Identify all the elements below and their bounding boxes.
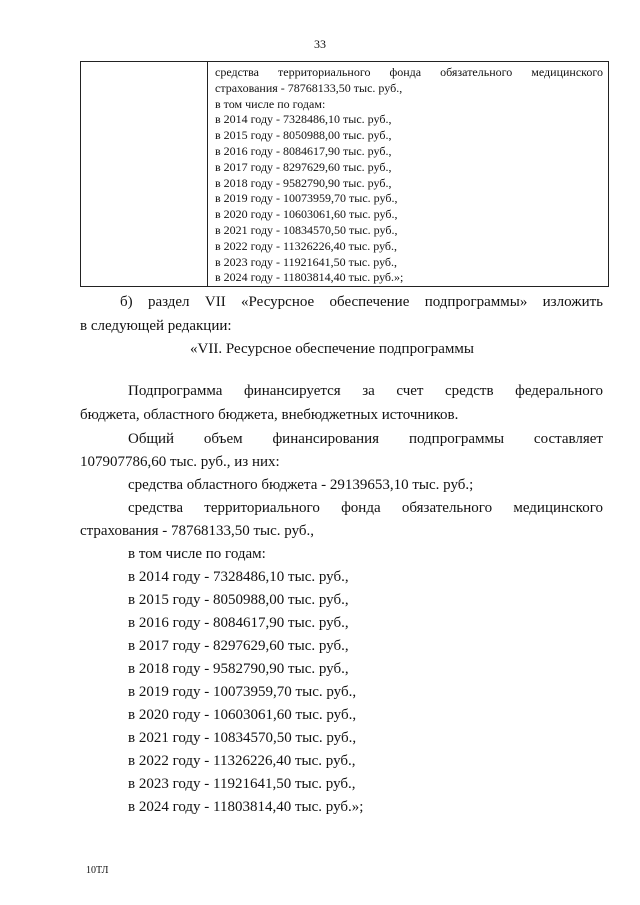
page-number: 33 bbox=[314, 37, 326, 51]
year-line: в 2021 году - 10834570,50 тыс. руб., bbox=[128, 730, 357, 746]
table-line: средства территориального фонда обязательного медицинского bbox=[215, 65, 603, 79]
by-years-line: в том числе по годам: bbox=[128, 546, 266, 562]
fund-line: страхования - 78768133,50 тыс. руб., bbox=[80, 523, 315, 539]
year-line: в 2024 году - 11803814,40 тыс. руб.»; bbox=[128, 799, 364, 815]
paragraph-line: бюджета, областного бюджета, внебюджетных источников. bbox=[80, 407, 459, 423]
year-line: в 2018 году - 9582790,90 тыс. руб., bbox=[128, 661, 349, 677]
table-row bbox=[81, 62, 609, 287]
year-line: в 2019 году - 10073959,70 тыс. руб., bbox=[128, 684, 357, 700]
year-line: в 2022 году - 11326226,40 тыс. руб., bbox=[128, 753, 356, 769]
table-line: в 2022 году - 11326226,40 тыс. руб., bbox=[215, 238, 398, 253]
funding-table bbox=[80, 61, 609, 287]
table-line: в 2019 году - 10073959,70 тыс. руб., bbox=[215, 191, 398, 206]
year-line: в 2017 году - 8297629,60 тыс. руб., bbox=[128, 638, 349, 654]
paragraph-line: 107907786,60 тыс. руб., из них: bbox=[80, 454, 280, 470]
table-line: в 2021 году - 10834570,50 тыс. руб., bbox=[215, 222, 398, 237]
table-line: в 2015 году - 8050988,00 тыс. руб., bbox=[215, 128, 392, 143]
paragraph-line: Подпрограмма финансируется за счет средств федерального bbox=[128, 383, 603, 399]
amendment-line: в следующей редакции: bbox=[80, 318, 232, 334]
table-line: в 2017 году - 8297629,60 тыс. руб., bbox=[215, 159, 392, 174]
regional-budget-line: средства областного бюджета - 29139653,10 тыс. руб.; bbox=[128, 477, 474, 493]
section-heading: «VII. Ресурсное обеспечение подпрограммы bbox=[190, 341, 474, 357]
paragraph-line: Общий объем финансирования подпрограммы составляет bbox=[128, 431, 603, 447]
year-line: в 2020 году - 10603061,60 тыс. руб., bbox=[128, 707, 357, 723]
table-line: в 2020 году - 10603061,60 тыс. руб., bbox=[215, 207, 398, 222]
table-cell-empty bbox=[81, 62, 208, 287]
table-line: в 2016 году - 8084617,90 тыс. руб., bbox=[215, 143, 392, 158]
amendment-line: б) раздел VII «Ресурсное обеспечение подпрограммы» изложить bbox=[120, 294, 603, 310]
year-line: в 2014 году - 7328486,10 тыс. руб., bbox=[128, 569, 349, 585]
table-line: в 2018 году - 9582790,90 тыс. руб., bbox=[215, 175, 392, 190]
table-line: в 2024 году - 11803814,40 тыс. руб.»; bbox=[215, 270, 404, 285]
year-line: в 2016 году - 8084617,90 тыс. руб., bbox=[128, 615, 349, 631]
table-cell-funding bbox=[208, 62, 609, 287]
footer-code: 10ТЛ bbox=[86, 865, 109, 876]
table-line: в 2023 году - 11921641,50 тыс. руб., bbox=[215, 254, 398, 269]
year-line: в 2015 году - 8050988,00 тыс. руб., bbox=[128, 592, 349, 608]
table-line: в 2014 году - 7328486,10 тыс. руб., bbox=[215, 112, 392, 127]
table-line: страхования - 78768133,50 тыс. руб., bbox=[215, 80, 403, 95]
table-line: в том числе по годам: bbox=[215, 96, 326, 111]
year-line: в 2023 году - 11921641,50 тыс. руб., bbox=[128, 776, 356, 792]
fund-line: средства территориального фонда обязательного медицинского bbox=[128, 500, 603, 516]
